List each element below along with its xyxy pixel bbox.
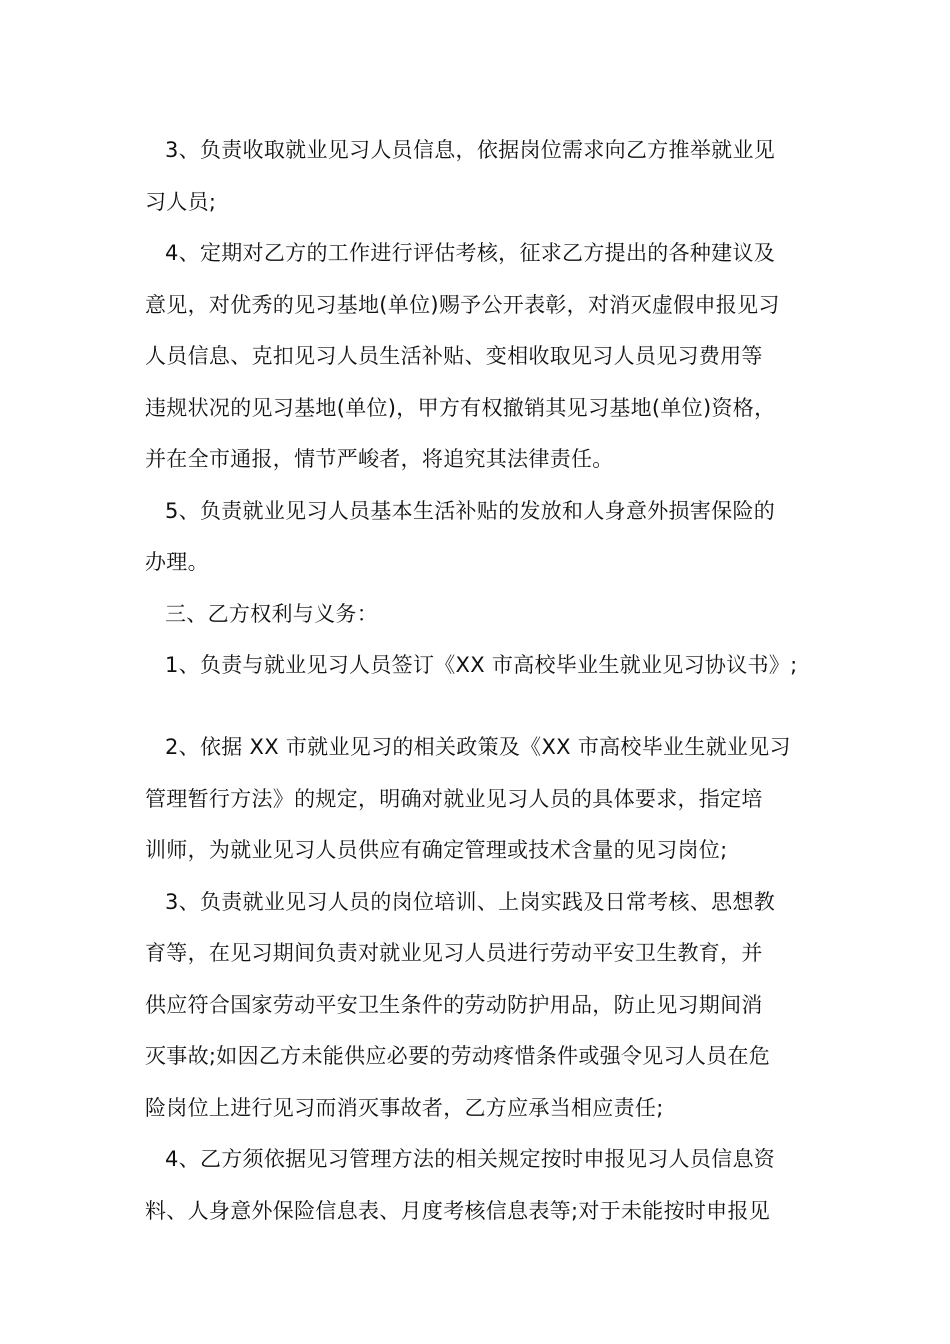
section-heading: 三、乙方权利与义务：	[165, 601, 378, 626]
paragraph-line: 训师，为就业见习人员供应有确定管理或技术含量的见习岗位;	[145, 838, 728, 862]
paragraph-line: 违规状况的见习基地(单位)，甲方有权撤销其见习基地(单位)资格，	[145, 395, 776, 420]
paragraph-line: 5、负责就业见习人员基本生活补贴的发放和人身意外损害保险的	[165, 498, 776, 523]
paragraph-line: 3、负责就业见习人员的岗位培训、上岗实践及日常考核、思想教	[165, 889, 776, 914]
paragraph-line: 管理暂行方法》的规定，明确对就业见习人员的具体要求，指定培	[145, 786, 763, 811]
paragraph-line: 人员信息、克扣见习人员生活补贴、变相收取见习人员见习费用等	[145, 344, 763, 368]
paragraph-line: 3、负责收取就业见习人员信息，依据岗位需求向乙方推举就业见	[165, 138, 776, 162]
paragraph-line: 4、定期对乙方的工作进行评估考核，征求乙方提出的各种建议及	[165, 241, 776, 265]
paragraph-line: 险岗位上进行见习而消灭事故者，乙方应承当相应责任;	[145, 1095, 664, 1120]
paragraph-line: 供应符合国家劳动平安卫生条件的劳动防护用品，防止见习期间消	[145, 992, 763, 1017]
paragraph-line: 4、乙方须依据见习管理方法的相关规定按时申报见习人员信息资	[165, 1147, 776, 1171]
paragraph-line: 意见，对优秀的见习基地(单位)赐予公开表彰，对消灭虚假申报见习	[145, 292, 780, 317]
paragraph-line: 料、人身意外保险信息表、月度考核信息表等;对于未能按时申报见	[145, 1198, 771, 1223]
paragraph-line: 育等，在见习期间负责对就业见习人员进行劳动平安卫生教育，并	[145, 941, 763, 965]
paragraph-line: 1、负责与就业见习人员签订《XX 市高校毕业生就业见习协议书》;	[165, 653, 798, 677]
text-block-2	[145, 722, 815, 1237]
paragraph-line: 2、依据 XX 市就业见习的相关政策及《XX 市高校毕业生就业见习	[165, 735, 791, 759]
paragraph-line: 办理。	[145, 550, 209, 574]
paragraph-line: 并在全市通报，情节严峻者，将追究其法律责任。	[145, 447, 614, 471]
paragraph-line: 灭事故;如因乙方未能供应必要的劳动疼惜条件或强令见习人员在危	[145, 1044, 771, 1068]
text-block-1	[145, 125, 815, 692]
paragraph-line: 习人员;	[145, 189, 217, 214]
